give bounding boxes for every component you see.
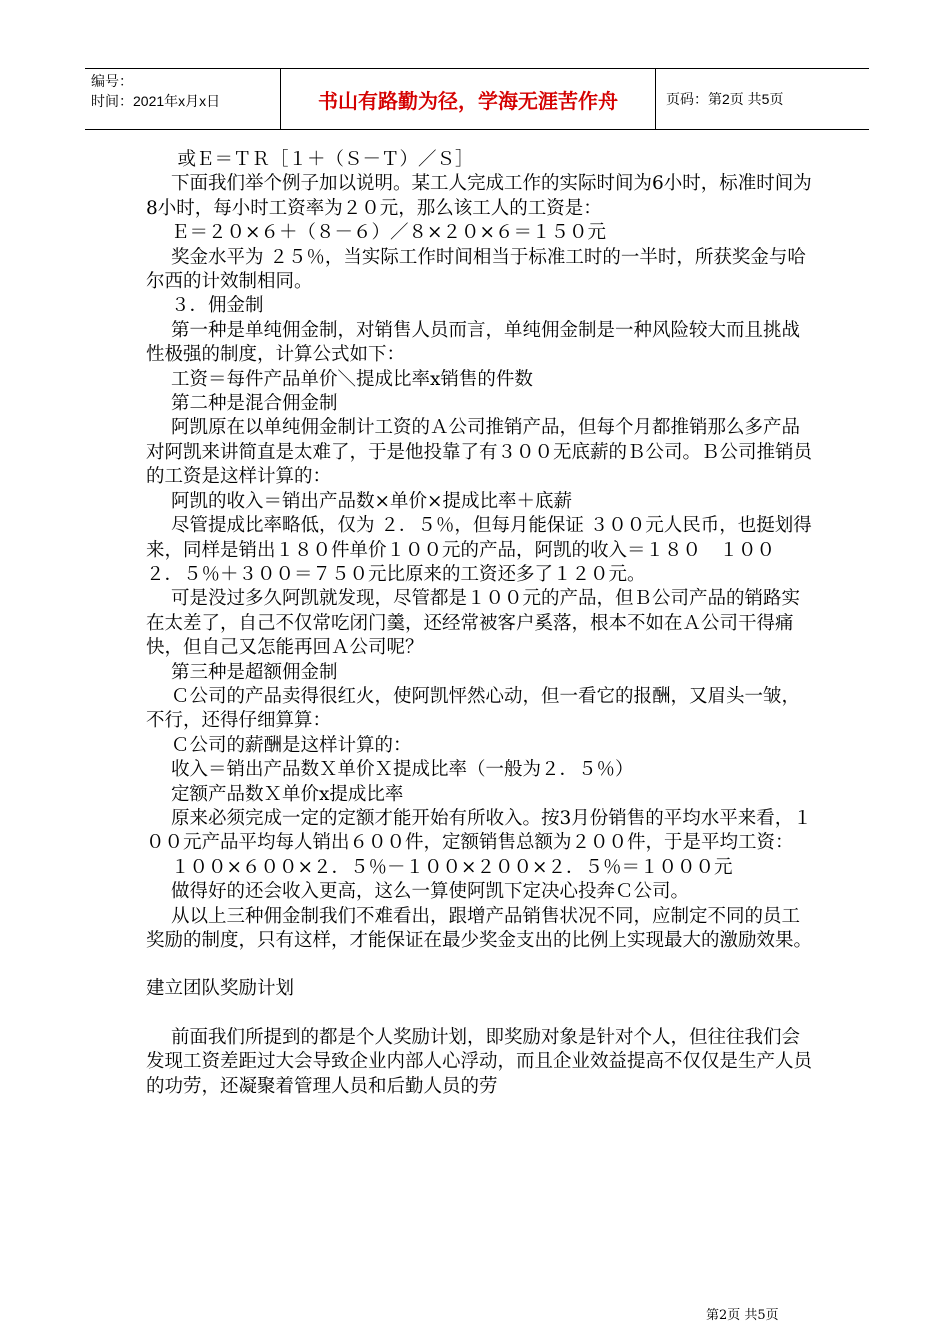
paragraph: 前面我们所提到的都是个人奖励计划，即奖励对象是针对个人，但往往我们会发现工资差距过大会导致企业内部人心浮动，而且企业效益提高不仅仅是生产人员的功劳，还凝聚着管理人员和后勤人员的劳: [146, 1026, 813, 1097]
doc-date: 时间：2021年x月x日: [91, 93, 221, 109]
paragraph: 原来必须完成一定的定额才能开始有所收入。按3月份销售的平均水平来看，１００元产品平均每人销出６００件，定额销售总额为２００件，于是平均工资：: [146, 807, 812, 854]
paragraph: 尽管提成比率略低，仅为 ２．５％，但每月能保证 ３００元人民币，也挺划得来，同样是销出１８０件单价１００元的产品，阿凯的收入＝１８０ １００ ２．５％＋３００＝７５０元比原来的工资还多了１２０元。: [146, 515, 812, 585]
paragraph: 第二种是混合佣金制: [170, 393, 338, 415]
formula-line: １００×６００×２．５％－１００×２００×２．５％＝１０００元: [170, 856, 733, 878]
header-meta: [85, 69, 281, 129]
formula-line: 或Ｅ＝ＴＲ［１＋（Ｓ－Ｔ）／Ｓ］: [177, 149, 474, 170]
paragraph: Ｃ公司的产品卖得很红火，使阿凯怦然心动，但一看它的报酬，又眉头一皱，不行，还得仔细算算：: [146, 685, 800, 732]
formula-line: Ｅ＝２０×６＋（８－６）／８×２０×６＝１５０元: [170, 222, 606, 244]
formula-line: 工资＝每件产品单价＼提成比率x销售的件数: [170, 368, 533, 390]
paragraph: 从以上三种佣金制我们不难看出，跟增产品销售状况不同，应制定不同的员工奖励的制度，只有这样，才能保证在最少奖金支出的比例上实现最大的激励效果。: [146, 905, 813, 951]
paragraph: Ｃ公司的薪酬是这样计算的：: [170, 734, 412, 756]
paragraph: 做得好的还会收入更高，这么一算使阿凯下定决心投奔Ｃ公司。: [170, 881, 689, 903]
paragraph: 奖金水平为 ２５％，当实际工作时间相当于标准工时的一半时，所获奖金与哈尔西的计效制相同。: [146, 246, 806, 293]
header-motto: 书山有路勤为径，学海无涯苦作舟: [281, 69, 656, 129]
formula-line: 收入＝销出产品数Ｘ单价Ｘ提成比率（一般为２．５％）: [170, 759, 634, 781]
section-heading: 建立团队奖励计划: [146, 978, 295, 1000]
formula-line: 阿凯的收入＝销出产品数×单价×提成比率＋底薪: [170, 490, 572, 512]
paragraph: 第三种是超额佣金制: [170, 661, 338, 683]
formula-line: 定额产品数Ｘ单价x提成比率: [170, 783, 404, 805]
section-title: ３．佣金制: [170, 295, 264, 317]
header-page-info: 页码：第2页 共5页: [666, 91, 784, 107]
paragraph: 第一种是单纯佣金制，对销售人员而言，单纯佣金制是一种风险较大而且挑战性极强的制度，计算公式如下：: [146, 319, 800, 366]
page-header: [85, 68, 869, 130]
spacer: [146, 953, 818, 977]
page-footer: 第2页 共5页: [706, 1308, 779, 1323]
paragraph: 阿凯原在以单纯佣金制计工资的Ａ公司推销产品，但每个月都推销那么多产品对阿凯来讲简直是太难了，于是他投靠了有３００无底薪的Ｂ公司。Ｂ公司推销员的工资是这样计算的：: [146, 417, 813, 488]
document-body: [146, 148, 818, 1099]
doc-number-label: 编号：: [91, 73, 133, 89]
paragraph: 下面我们举个例子加以说明。某工人完成工作的实际时间为6小时，标准时间为8小时，每小时工资率为２０元，那么该工人的工资是：: [146, 173, 812, 219]
paragraph: 可是没过多久阿凯就发现，尽管都是１００元的产品，但Ｂ公司产品的销路实在太差了，自己不仅常吃闭门羹，还经常被客户奚落，根本不如在Ａ公司干得痛快，但自己又怎能再回Ａ公司呢？: [146, 588, 800, 659]
spacer: [146, 1002, 818, 1026]
